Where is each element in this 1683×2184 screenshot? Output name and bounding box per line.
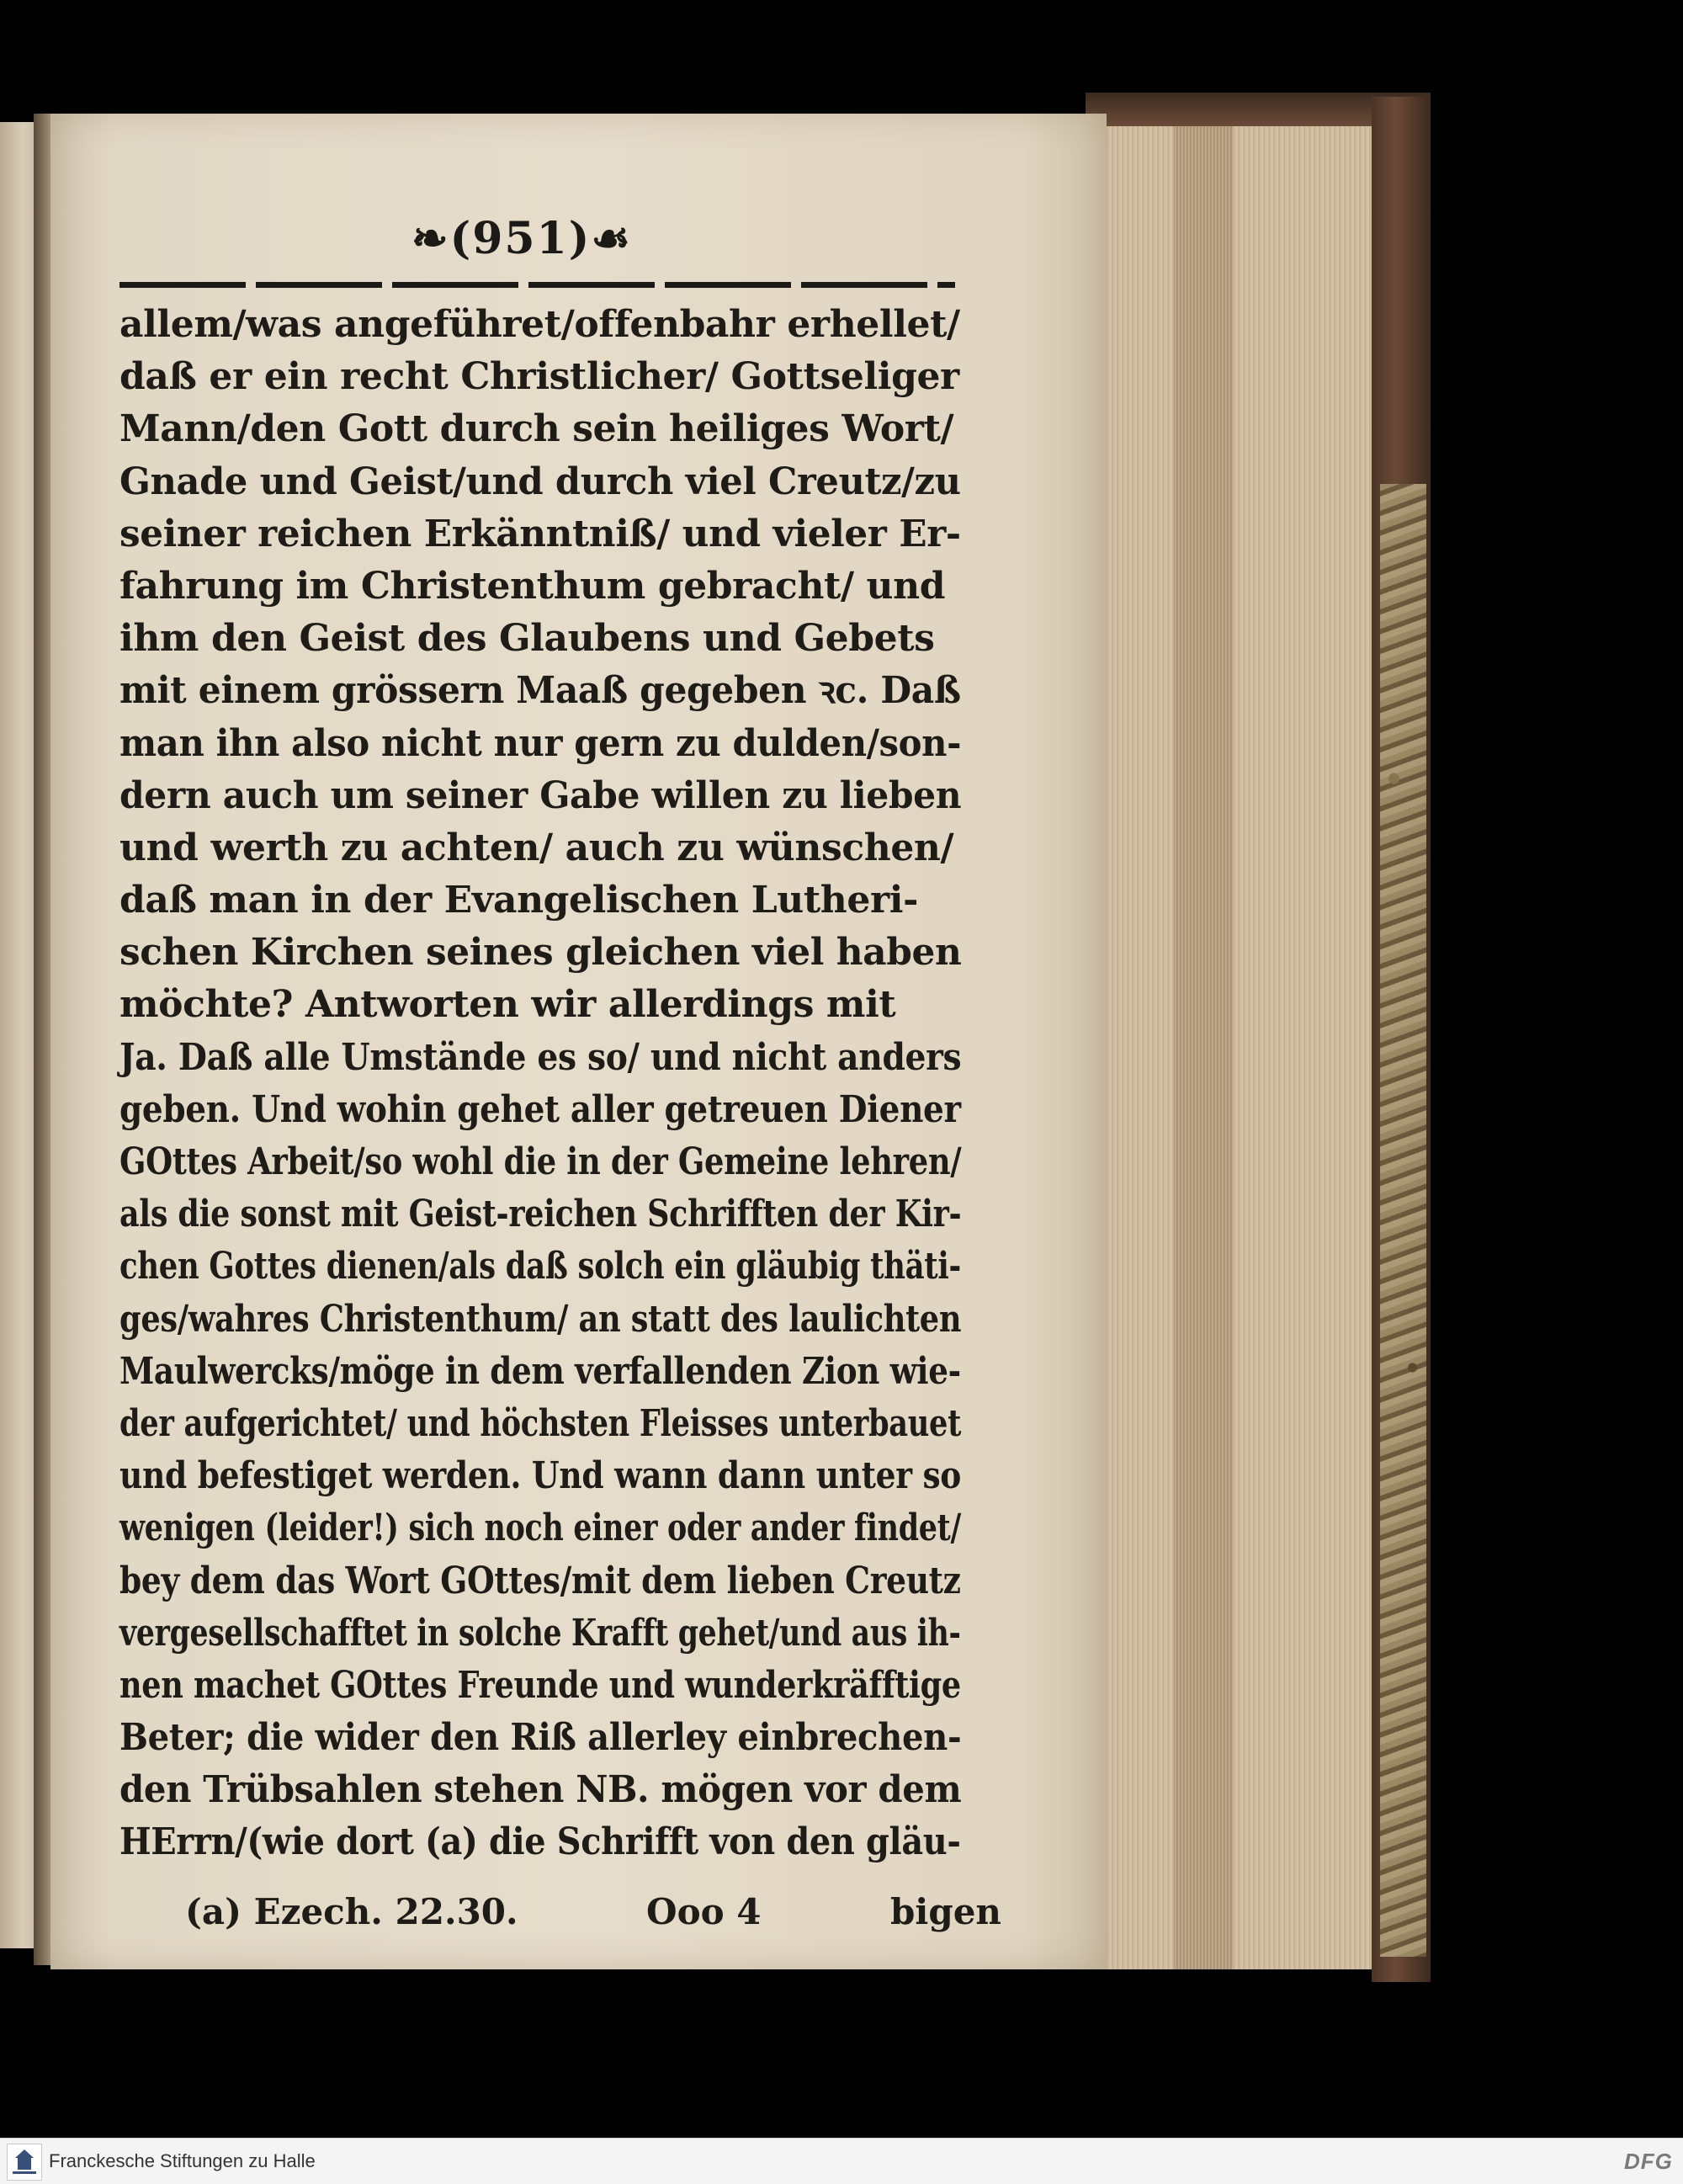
- page-block-edges: [1094, 109, 1384, 1969]
- text-line: GOttes Arbeit/so wohl die in der Gemeine lehren/: [119, 1140, 962, 1183]
- page-footer: [185, 1891, 1001, 1942]
- printed-page: [50, 114, 1107, 1969]
- text-line: der aufgerichtet/ und höchsten Fleisses unterbauet: [119, 1401, 962, 1445]
- text-line: möchte? Antworten wir allerdings mit: [119, 983, 896, 1027]
- text-line: mit einem grössern Maaß gegeben ꝛc. Daß: [119, 669, 961, 713]
- ornament-right: ☙: [591, 213, 632, 264]
- text-line: seiner reichen Erkänntniß/ und vieler Er-: [119, 512, 961, 555]
- header-rule: [119, 282, 955, 288]
- text-line: Beter; die wider den Riß allerley einbrechen-: [119, 1716, 962, 1760]
- text-line: Maulwercks/möge in dem verfallenden Zion wie-: [119, 1349, 961, 1393]
- text-line: den Trübsahlen stehen NB. mögen vor dem: [119, 1768, 962, 1812]
- book-scan: [0, 97, 1431, 1978]
- text-line: nen machet GOttes Freunde und wunderkräfftige: [119, 1663, 961, 1707]
- text-line: ges/wahres Christenthum/ an statt des laulichten: [119, 1297, 962, 1341]
- library-logo-icon[interactable]: [7, 2144, 42, 2181]
- page-number-text: (951): [449, 213, 592, 264]
- text-line: HErrn/(wie dort (a) die Schrifft von den gläu-: [119, 1820, 961, 1864]
- page-block-edges-inner: [1174, 97, 1233, 1969]
- text-line: daß man in der Evangelischen Lutheri-: [119, 879, 918, 922]
- signature-mark: Ooo 4: [646, 1891, 762, 1932]
- text-line: Gnade und Geist/und durch viel Creutz/zu: [119, 460, 961, 503]
- text-line: wenigen (leider!) sich noch einer oder ander findet/: [119, 1506, 961, 1550]
- text-line: und befestiget werden. Und wann dann unter so: [119, 1454, 962, 1498]
- viewer-footer-bar: [0, 2138, 1683, 2184]
- page-number: [379, 213, 665, 264]
- footnote: (a) Ezech. 22.30.: [185, 1891, 518, 1932]
- ornament-left: ❧: [411, 213, 450, 264]
- text-line: als die sonst mit Geist-reichen Schrifften der Kir-: [119, 1193, 962, 1236]
- text-line: chen Gottes dienen/als daß solch ein gläubig thäti-: [119, 1245, 961, 1289]
- marbled-cover: [1380, 484, 1426, 1957]
- text-line: und werth zu achten/ auch zu wünschen/: [119, 826, 954, 869]
- text-line: dern auch um seiner Gabe willen zu lieben: [119, 773, 962, 817]
- text-line: allem/was angeführet/offenbahr erhellet/: [119, 303, 960, 346]
- facing-page-edge: [0, 122, 38, 1948]
- text-line: daß er ein recht Christlicher/ Gottseliger: [119, 355, 959, 399]
- text-line: bey dem das Wort GOttes/mit dem lieben Creutz: [119, 1559, 961, 1602]
- text-line: Ja. Daß alle Umstände es so/ und nicht anders: [119, 1035, 962, 1079]
- text-line: Mann/den Gott durch sein heiliges Wort/: [119, 407, 954, 451]
- body-text: [119, 299, 961, 1869]
- text-line: geben. Und wohin gehet aller getreuen Diener: [119, 1087, 961, 1131]
- text-line: fahrung im Christenthum gebracht/ und: [119, 564, 946, 608]
- text-line: ihm den Geist des Glaubens und Gebets: [119, 617, 935, 661]
- text-line: schen Kirchen seines gleichen viel haben: [119, 931, 962, 975]
- catchword: bigen: [890, 1891, 1001, 1932]
- text-line: vergesellschafftet in solche Krafft gehet/und aus ih-: [119, 1611, 961, 1655]
- library-name[interactable]: Franckesche Stiftungen zu Halle: [49, 2150, 316, 2171]
- dfg-logo[interactable]: DFG: [1624, 2149, 1673, 2174]
- text-line: man ihn also nicht nur gern zu dulden/son-: [119, 721, 962, 765]
